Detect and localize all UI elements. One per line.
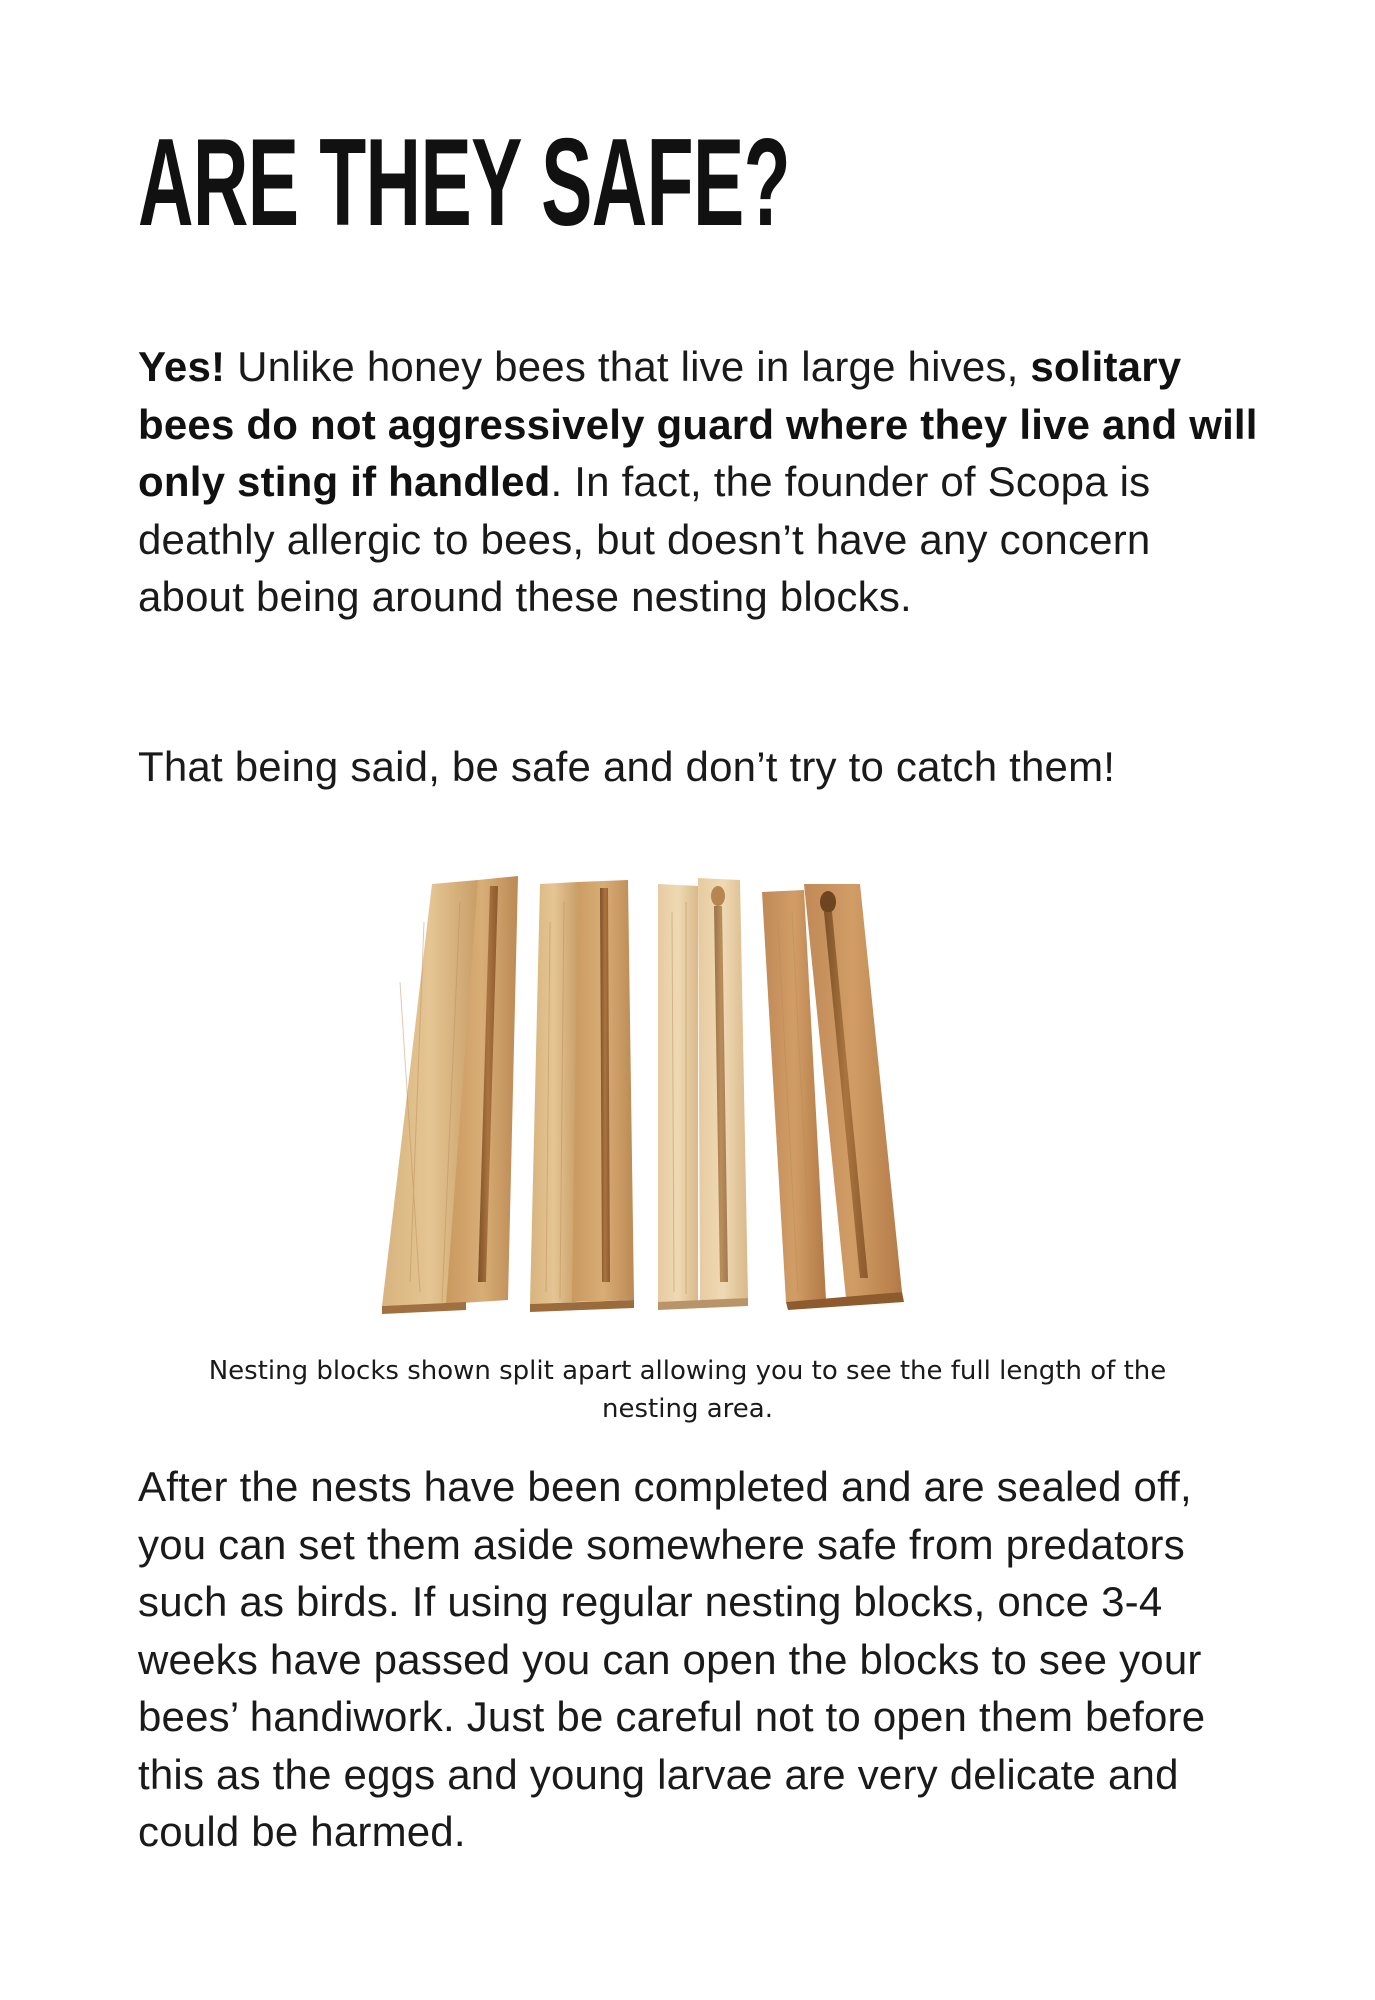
solitary-bees-emphasis: solitary bees do not aggressively guard where they live and will only sting if handled xyxy=(138,343,1258,505)
caution-paragraph: That being said, be safe and don’t try to catch them! xyxy=(138,743,1116,790)
paragraph-text: . In fact, the founder of Scopa is deathly allergic to bees, but doesn’t have any concern about being around these nesting blocks. xyxy=(138,458,1151,620)
paragraph-text: Unlike honey bees that live in large hives, xyxy=(225,343,1031,390)
figure-caption: Nesting blocks shown split apart allowing you to see the full length of the nesting area. xyxy=(208,1356,1167,1424)
after-nesting-paragraph: After the nests have been completed and are sealed off, you can set them aside somewhere safe from predators such as birds. If using regular nesting blocks, once 3-4 weeks have passed you can open the blocks to see your bees’ handiwork. Just be careful not to open them before this as the eggs and young larvae are very delicate and could be harmed. xyxy=(138,1463,1206,1855)
nesting-blocks-photo xyxy=(380,862,1020,1322)
safety-paragraph xyxy=(138,338,1268,626)
yes-emphasis: Yes! xyxy=(138,343,226,390)
nesting-blocks-photo-icon xyxy=(380,862,1020,1322)
page-title: ARE THEY SAFE? xyxy=(138,114,791,252)
